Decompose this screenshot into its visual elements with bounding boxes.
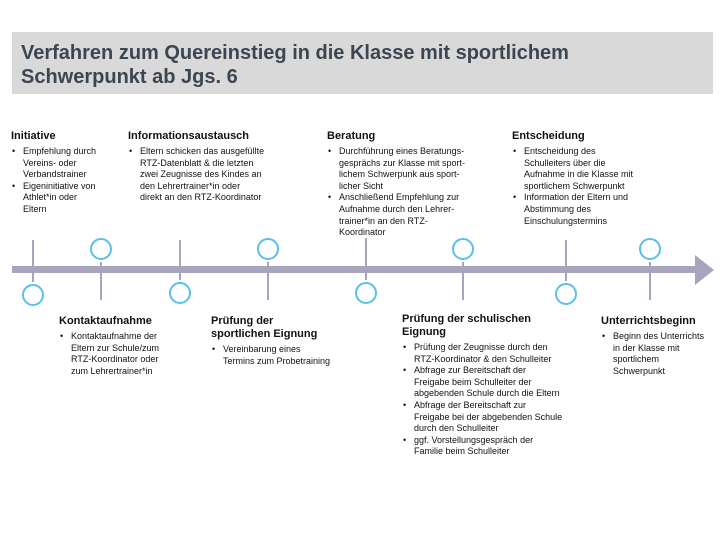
bullet-list [11,146,121,216]
bullet-list [402,342,592,458]
timeline-node [258,239,278,259]
timeline-node [640,239,660,259]
step-label: Kontaktaufnahme [59,315,152,327]
step-informationsaustausch [128,130,313,204]
list-item: • Prüfung der Zeugnisse durch den RTZ-Koordinator & den Schulleiter [402,342,592,365]
list-item: • Abfrage der Bereitschaft zur Freigabe bei der abgebenden Schule durch den Schulleiter [402,400,592,435]
list-item: • Eigeninitiative von Athlet*in oder Eltern [11,181,121,216]
step-label: Prüfung der schulischen Eignung [402,313,531,338]
timeline-node [356,283,376,303]
step-label: Initiative [11,130,56,142]
bullet-list [512,146,682,227]
timeline-axis [12,266,696,273]
step-label: Prüfung der sportlichen Eignung [211,315,318,340]
list-item: • Empfehlung durch Vereins- oder Verbandstrainer [11,146,121,181]
list-item: • ggf. Vorstellungsgespräch der Familie beim Schulleiter [402,435,592,458]
step-initiative [11,130,121,216]
timeline-node [453,239,473,259]
list-item: • Kontaktaufnahme der Eltern zur Schule/zum RTZ-Koordinator oder zum Lehrertrainer*in [59,331,199,377]
step-pruefung-sportlich [211,315,371,367]
list-item: • Beginn des Unterrichts in der Klasse mit sportlichem Schwerpunkt [601,331,719,377]
bullet-list [327,146,502,239]
timeline-node [91,239,111,259]
timeline-arrowhead [695,255,714,285]
bullet-list [211,344,371,367]
list-item: • Abfrage zur Bereitschaft der Freigabe beim Schulleiter der abgebenden Schule durch die Eltern [402,365,592,400]
list-item: • Durchführung eines Beratungs- gesprächs zur Klasse mit sport- lichem Schwerpunk aus sport- licher Sicht [327,146,502,192]
step-unterrichtsbeginn [601,315,719,377]
timeline-node [556,284,576,304]
list-item: • Vereinbarung eines Termins zum Probetraining [211,344,371,367]
list-item: • Eltern schicken das ausgefüllte RTZ-Datenblatt & die letzten zwei Zeugnisse des Kindes an den Lehrertrainer*in oder direkt an den RTZ-Koordinator [128,146,313,204]
bullet-list [59,331,199,377]
list-item: • Anschließend Empfehlung zur Aufnahme durch den Lehrer- trainer*in an den RTZ- Koordinator [327,192,502,238]
step-label: Entscheidung [512,130,585,142]
step-label: Unterrichtsbeginn [601,315,696,327]
step-beratung [327,130,502,239]
bullet-list [601,331,719,377]
timeline-node [170,283,190,303]
page-title: Verfahren zum Quereinstieg in die Klasse mit sportlichem Schwerpunkt ab Jgs. 6 [21,42,569,88]
step-pruefung-schulisch [402,313,592,458]
step-kontaktaufnahme [59,315,199,377]
step-label: Informationsaustausch [128,130,250,142]
timeline-node [23,285,43,305]
list-item: • Information der Eltern und Abstimmung des Einschulungstermins [512,192,682,227]
step-label: Beratung [327,130,376,142]
step-entscheidung [512,130,682,227]
bullet-list [128,146,313,204]
list-item: • Entscheidung des Schulleiters über die Aufnahme in die Klasse mit sportlichem Schwerpunkt [512,146,682,192]
